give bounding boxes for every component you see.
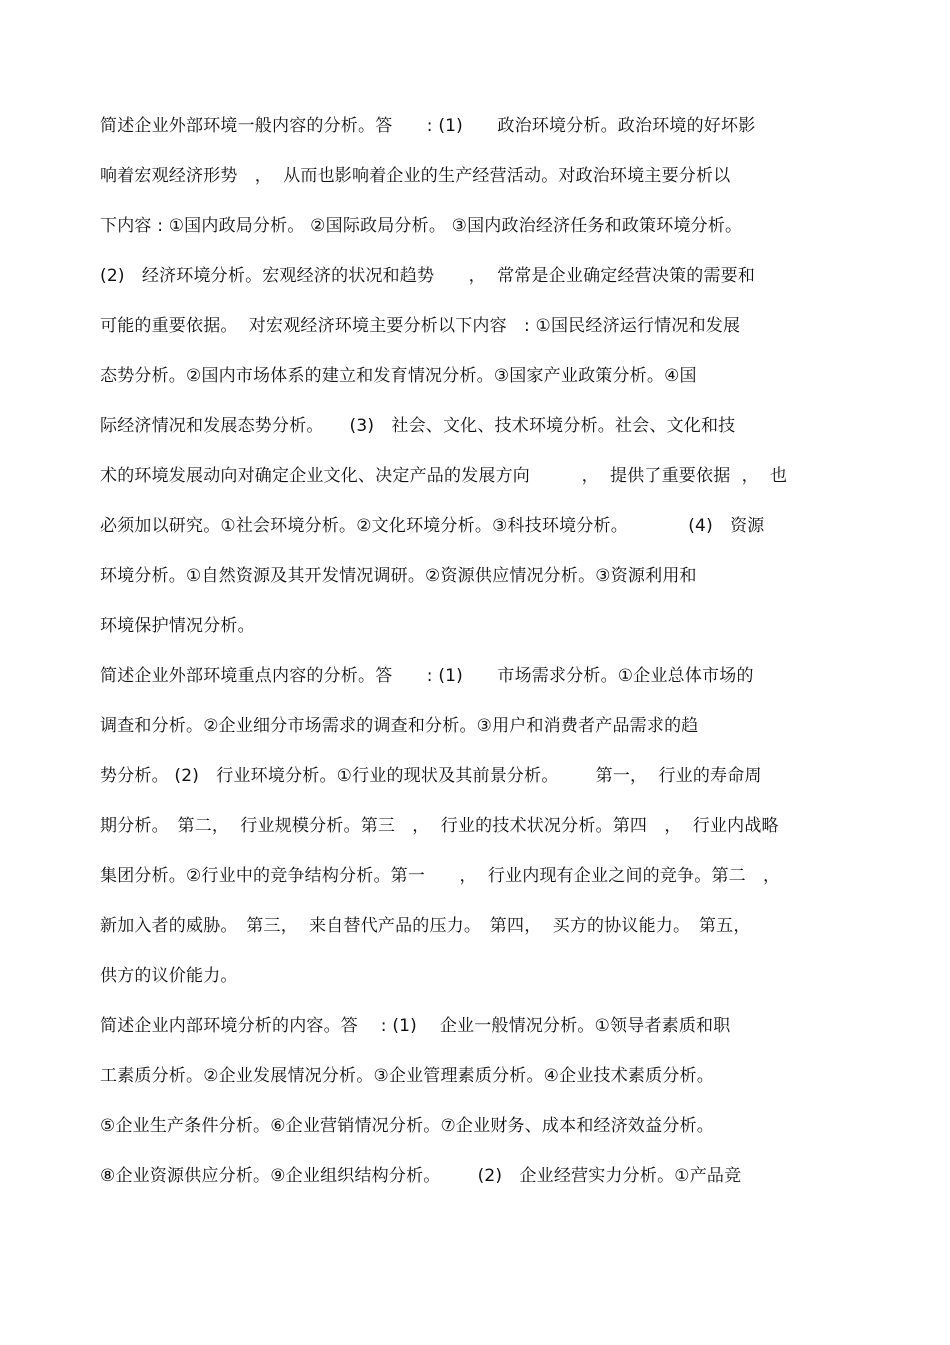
text-line: 环境保护情况分析。: [100, 616, 255, 636]
text-line: 简述企业外部环境一般内容的分析。答 : (1) 政治环境分析。政治环境的好坏影: [100, 116, 756, 136]
text-line: 调查和分析。②企业细分市场需求的调查和分析。③用户和消费者产品需求的趋: [100, 716, 699, 736]
text-line: 可能的重要依据。 对宏观经济环境主要分析以下内容 : ①国民经济运行情况和发展: [100, 316, 741, 336]
text-line: 期分析。 第二， 行业规模分析。第三 ， 行业的技术状况分析。第四 ， 行业内战略: [100, 816, 779, 836]
text-line: 环境分析。①自然资源及其开发情况调研。②资源供应情况分析。③资源利用和: [100, 566, 697, 586]
text-line: 响着宏观经济形势 ， 从而也影响着企业的生产经营活动。对政治环境主要分析以: [100, 166, 731, 186]
text-line: ⑤企业生产条件分析。⑥企业营销情况分析。⑦企业财务、成本和经济效益分析。: [100, 1116, 714, 1136]
text-line: 势分析。 (2) 行业环境分析。①行业的现状及其前景分析。 第一， 行业的寿命周: [100, 766, 762, 786]
text-line: 供方的议价能力。: [100, 966, 238, 986]
text-line: 简述企业内部环境分析的内容。答 : (1) 企业一般情况分析。①领导者素质和职: [100, 1016, 731, 1036]
text-line: 必须加以研究。①社会环境分析。②文化环境分析。③科技环境分析。 (4) 资源: [100, 516, 765, 536]
text-line: 下内容 : ①国内政局分析。 ②国际政局分析。 ③国内政治经济任务和政策环境分析。: [100, 216, 743, 236]
text-line: 态势分析。②国内市场体系的建立和发育情况分析。③国家产业政策分析。④国: [100, 366, 697, 386]
text-line: (2) 经济环境分析。宏观经济的状况和趋势 ， 常常是企业确定经营决策的需要和: [100, 266, 756, 286]
text-line: 新加入者的威胁。 第三， 来自替代产品的压力。 第四， 买方的协议能力。 第五，: [100, 916, 751, 936]
text-line: 术的环境发展动向对确定企业文化、决定产品的发展方向 ， 提供了重要依据 ， 也: [100, 466, 788, 486]
text-line: 简述企业外部环境重点内容的分析。答 : (1) 市场需求分析。①企业总体市场的: [100, 666, 754, 686]
text-line: 工素质分析。②企业发展情况分析。③企业管理素质分析。④企业技术素质分析。: [100, 1066, 714, 1086]
text-line: 际经济情况和发展态势分析。 (3) 社会、文化、技术环境分析。社会、文化和技: [100, 416, 736, 436]
text-line: 集团分析。②行业中的竞争结构分析。第一 ， 行业内现有企业之间的竞争。第二 ，: [100, 866, 781, 886]
text-line: ⑧企业资源供应分析。⑨企业组织结构分析。 (2) 企业经营实力分析。①产品竞: [100, 1166, 742, 1186]
